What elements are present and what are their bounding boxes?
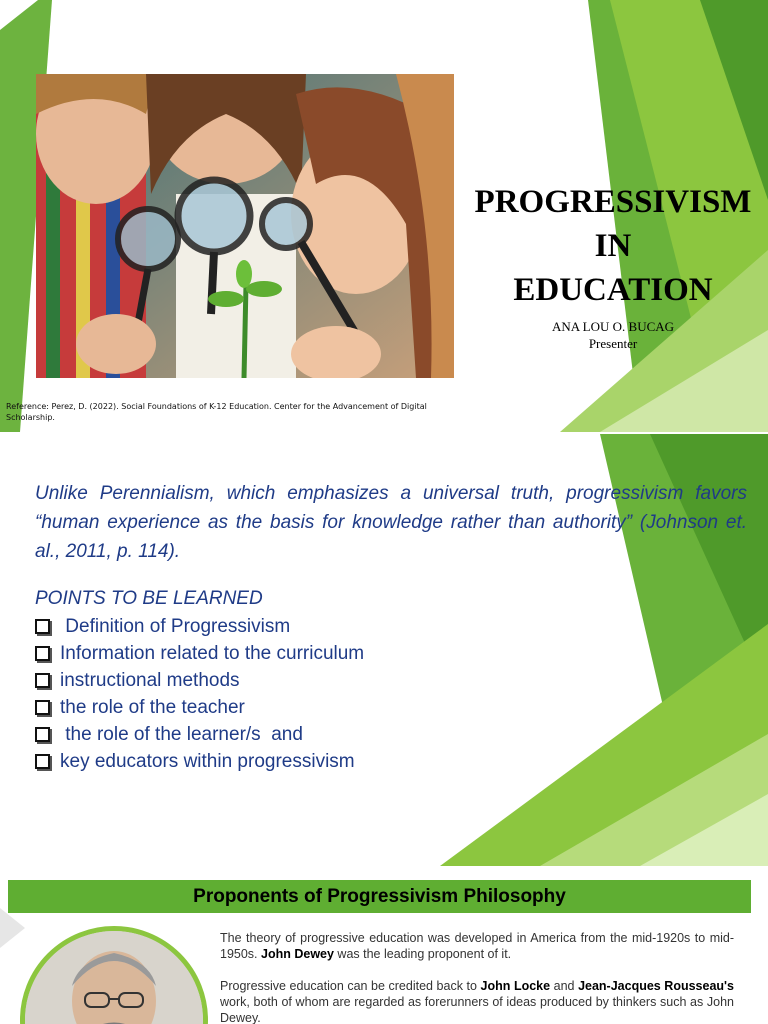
title-line-2: IN (594, 228, 632, 264)
proponents-slide (0, 868, 768, 1024)
checkbox-bullet-icon (35, 673, 50, 688)
checkbox-bullet-icon (35, 700, 50, 715)
points-list (35, 613, 364, 775)
list-item-label: Definition of Progressivism (60, 615, 291, 637)
list-item-label: the role of the learner/s and (60, 723, 303, 745)
points-heading: POINTS TO BE LEARNED (35, 588, 263, 609)
list-item (35, 748, 364, 775)
title-slide (0, 0, 768, 432)
list-item-label: the role of the teacher (60, 696, 245, 718)
name-rousseau: Jean-Jacques Rousseau's (578, 979, 734, 993)
overview-slide (0, 434, 768, 866)
list-item-label: Information related to the curriculum (60, 642, 365, 664)
paragraph-forerunners: Progressive education can be credited back to John Locke and Jean-Jacques Rousseau's work, both of whom are regarded as forerunners of ideas produced by thinkers such as John Dewey. (220, 979, 734, 1024)
list-item-label: key educators within progressivism (60, 750, 355, 772)
checkbox-bullet-icon (35, 727, 50, 742)
checkbox-bullet-icon (35, 754, 50, 769)
list-item (35, 667, 364, 694)
checkbox-bullet-icon (35, 646, 50, 661)
title-line-1: PROGRESSIVISM (474, 184, 752, 220)
presentation-title-block (460, 180, 766, 352)
list-item (35, 613, 364, 640)
paragraph-dewey: The theory of progressive education was developed in America from the mid-1920s to mid-1950s. John Dewey was the leading proponent of it. (220, 931, 734, 961)
list-item-label: instructional methods (60, 669, 240, 691)
list-item (35, 721, 364, 748)
proponents-description (220, 930, 734, 1024)
name-john-dewey: John Dewey (261, 947, 334, 961)
title-line-3: EDUCATION (513, 272, 713, 308)
checkbox-bullet-icon (35, 619, 50, 634)
section-header-bar: Proponents of Progressivism Philosophy (8, 880, 751, 913)
children-magnifying-glass-photo (36, 74, 454, 378)
list-item (35, 640, 364, 667)
list-item (35, 694, 364, 721)
presenter-role: Presenter (588, 336, 638, 351)
presenter-name: ANA LOU O. BUCAG (551, 319, 675, 334)
reference-citation: Reference: Perez, D. (2022). Social Foundations of K-12 Education. Center for the Advancement of Digital Scholarship. (6, 402, 427, 422)
intro-paragraph: Unlike Perennialism, which emphasizes a universal truth, progressivism favors “human experience as the basis for knowledge rather than authority” (Johnson et. al., 2011, p. 114). (35, 483, 747, 562)
name-john-locke: John Locke (480, 979, 551, 993)
